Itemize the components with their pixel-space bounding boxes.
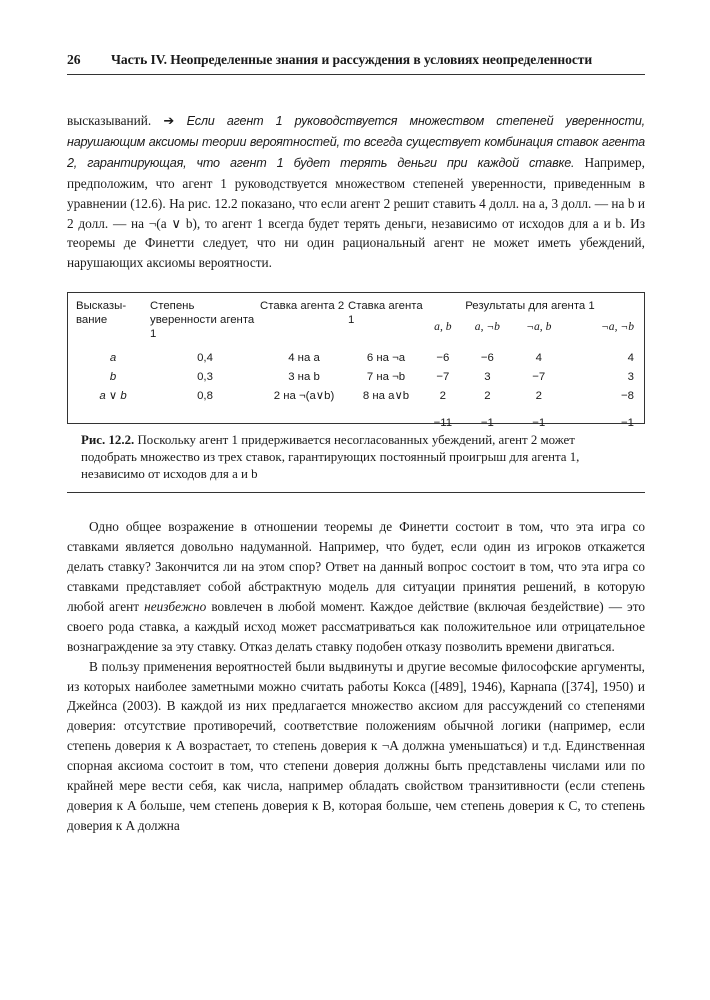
italic-term: неизбежно [144,598,207,614]
cell-bet1: 8 на a∨b [362,390,410,403]
cell-result: −7 [436,371,450,384]
col-header-bet-agent2: Ставка агента 2 [260,300,345,313]
cell-result: −7 [532,371,546,384]
betting-table-figure [67,292,645,430]
cell-result: 3 [627,371,634,384]
page-number: 26 [67,52,81,67]
cell-bet1: 6 на ¬a [366,352,406,365]
cell-belief: 0,3 [197,371,213,384]
caption-label: Рис. 12.2. [81,433,135,448]
cell-result: 3 [484,371,491,384]
totals-row [76,406,636,433]
body-paragraph [67,517,645,656]
cell-result: −6 [480,352,494,365]
cell-bet2: 4 на a [288,352,320,365]
cell-result: 4 [535,352,542,365]
cell-total: −1 [621,417,634,430]
col-header-bet-agent1: Ставка агента 1 [348,300,423,327]
cell-result: 2 [439,390,446,403]
book-page [67,52,645,836]
outcome-header: ¬a, b [526,319,552,333]
arrow-icon: ➔ [163,114,175,129]
cell-result: 2 [484,390,491,403]
emphasized-statement: Если агент 1 руководствуется множеством степеней уверенности, нарушающим аксиомы теории вероятностей, то всегда существует комбинация ставок агента 2, гарантирующая, что агент 1 будет терять деньги при каждой ставке. [67,114,645,170]
cell-bet2: 3 на b [288,371,320,384]
intro-rest: Например, предположим, что агент 1 руководствуется множеством степеней уверенности, приведенным в уравнении (12.6). На рис. 12.2 показано, что если агент 2 решит ставить 4 долл. на a, 3 долл. — на b и 2 долл. — на ¬(a ∨ b), то агент 1 всегда будет терять деньги, независимо от исходов для a и b. Из теоремы де Финетти следует, что ни один рациональный агент не может иметь убеждений, нарушающих аксиомы вероятности. [67,154,645,271]
outcome-header: a, ¬b [474,319,500,333]
table-row [76,368,636,387]
cell-total: −1 [532,417,546,430]
paragraph-text: В пользу применения вероятностей были выдвинуты и другие весомые философские аргументы, из которых наиболее заметными можно считать работы Кокса ([489], 1946), Карнапа ([374], 1950) и Джейнса (2003). В каждой из них предлагается множество аксиом для рассуждений со степенями доверия: отсутствие противоречий, соответствие положениям обычной логики (например, если степень доверия к A возрастает, то степень доверия к ¬A должна уменьшаться) и т.д. Единственная спорная аксиома состоит в том, что степени доверия должны быть представлены числами или по крайней мере вести себя, как числа, например обладать свойством транзитивности (если степень доверия к A больше, чем степень доверия к B, которая больше, чем степень доверия к C, то степень доверия к A должна [67,658,645,833]
cell-bet1: 7 на ¬b [366,371,406,384]
chapter-title: Часть IV. Неопределенные знания и рассуждения в условиях неопределенности [111,52,593,67]
cell-belief: 0,4 [197,352,213,365]
col-header-results: Результаты для агента 1 [465,300,595,313]
cell-result: −8 [621,390,634,403]
paragraph-text: вовлечен в любой момент. Каждое действие (включая бездействие) — это своего рода ставка, а каждый исход может рассматриваться как положительное или отрицательное вознаграждение за эту ставку. Отказ делать ставку подобен отказу позволить времени двигаться. [67,598,645,654]
cell-proposition: a ∨ b [99,390,127,403]
col-header-belief: Степень уверенности агента 1 [150,300,255,341]
caption-text: Поскольку агент 1 придерживается несогласованных убеждений, агент 2 может подобрать множество из трех ставок, гарантирующих постоянный проигрыш для агента 1, независимо от исходов для a и b [81,433,580,482]
figure-caption [67,432,645,493]
cell-result: 2 [535,390,542,403]
outcome-header: ¬a, ¬b [600,319,634,333]
body-paragraph [67,657,645,836]
outcome-header: a, b [434,319,452,333]
intro-lead: высказываний. [67,113,164,128]
cell-total: −11 [433,417,453,430]
paragraph-text: Одно общее возражение в отношении теоремы де Финетти состоит в том, что эта игра со ставками является довольно надуманной. Например, что будет, если один из игроков откажется делать ставку? Закончится ли на этом спор? Ответ на данный вопрос состоит в том, что эта игра со ставками представляет собой абстрактную модель для ситуации принятия решений, в которую любой агент [67,519,645,614]
cell-bet2: 2 на ¬(a∨b) [273,390,335,403]
cell-proposition: b [109,371,117,384]
running-header [67,52,645,75]
cell-belief: 0,8 [197,390,213,403]
cell-total: −1 [480,417,494,430]
table-row [76,387,636,406]
col-header-proposition: Высказы-вание [76,300,127,327]
table-row [76,341,636,368]
intro-paragraph [67,111,645,273]
cell-result: 4 [627,352,634,365]
cell-proposition: a [109,352,117,365]
cell-result: −6 [436,352,450,365]
betting-table [76,299,636,433]
